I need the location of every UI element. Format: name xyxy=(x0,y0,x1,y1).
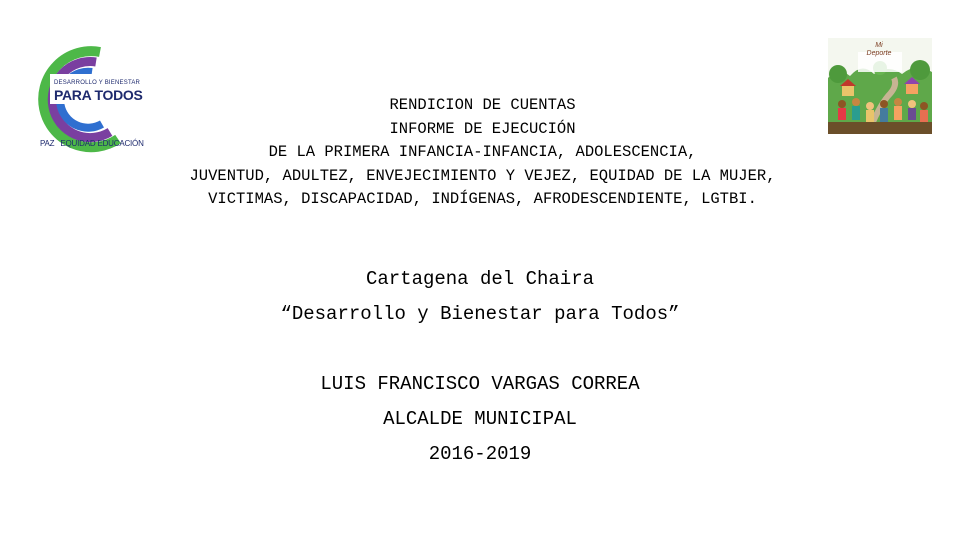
title-line-2: INFORME DE EJECUCIÓN xyxy=(389,119,576,138)
logo-main-text: PARA TODOS xyxy=(54,87,143,103)
title-line-5: VICTIMAS, DISCAPACIDAD, INDÍGENAS, AFRODESCENDIENTE, LGTBI. xyxy=(208,190,757,208)
mayor-name: LUIS FRANCISCO VARGAS CORREA xyxy=(320,373,640,395)
title-line-1: RENDICION DE CUENTAS xyxy=(389,96,576,114)
title-line-3: DE LA PRIMERA INFANCIA-INFANCIA, ADOLESCENCIA, xyxy=(268,143,697,161)
title-line-4: JUVENTUD, ADULTEZ, ENVEJECIMIENTO Y VEJEZ, EQUIDAD DE LA MUJER, xyxy=(189,166,776,185)
logo-small-text: DESARROLLO Y BIENESTAR xyxy=(54,80,141,86)
municipality-block xyxy=(0,262,960,332)
municipality-slogan: “Desarrollo y Bienestar para Todos” xyxy=(280,303,680,325)
logo-bottom-right: EQUIDAD EDUCACIÓN xyxy=(60,139,144,148)
mayor-role: ALCALDE MUNICIPAL xyxy=(383,408,577,430)
illustration-caption: Mi Deporte xyxy=(866,42,892,57)
mayor-block xyxy=(0,367,960,472)
logo-bottom-left: PAZ xyxy=(40,139,55,148)
report-title xyxy=(60,94,905,212)
mayor-period: 2016-2019 xyxy=(428,443,532,465)
municipality-name: Cartagena del Chaira xyxy=(365,268,595,290)
